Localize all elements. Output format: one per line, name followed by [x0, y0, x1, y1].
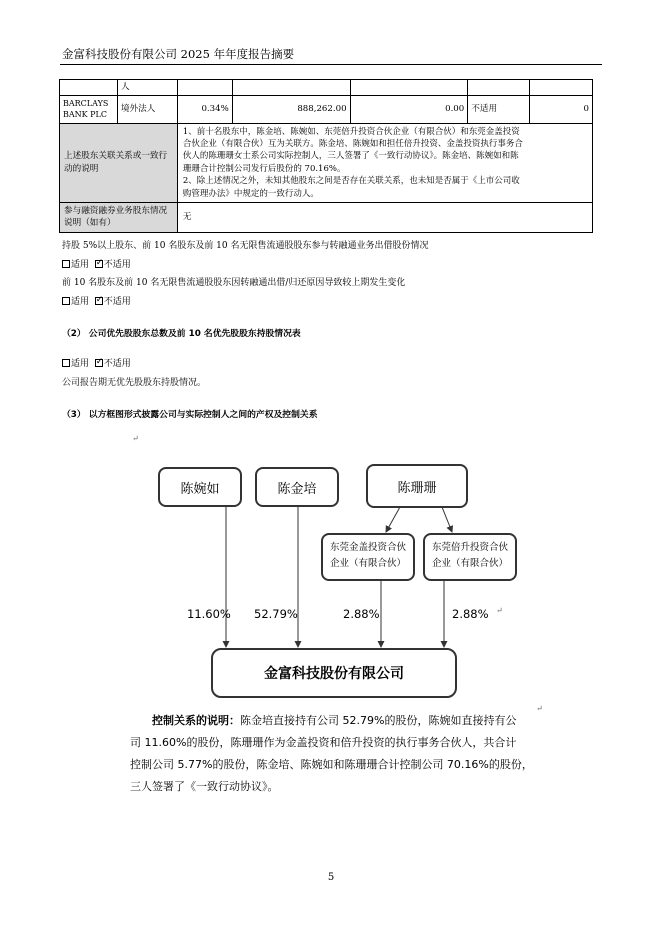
section-3-title: （3） 以方框图形式披露公司与实际控制人之间的产权及控制关系 — [62, 410, 318, 420]
explanation-line: 司 11.60%的股份，陈珊珊作为金盖投资和倍升投资的执行事务合伙人，共合计 — [130, 736, 517, 749]
company-label: 金富科技股份有限公司 — [264, 666, 404, 682]
paragraph-mark-icon: ↵ — [132, 434, 139, 443]
not-applicable-label: 不适用 — [103, 359, 131, 369]
not-applicable-label: 不适用 — [103, 260, 131, 270]
explanation-label: 控制关系的说明： — [152, 714, 240, 727]
relation-line: 伙人的陈珊珊女士系公司实际控制人，三人签署了《一致行动协议》。陈金培、陈婉如和陈 — [182, 151, 519, 162]
holder-shares-cell: 888,262.00 — [232, 95, 350, 123]
relation-line: 合伙企业（有限合伙）互为关联方。陈金培、陈婉如和担任倍升投资、金盖投资执行事务合 — [182, 138, 523, 149]
explanation-text: 陈金培直接持有公司 52.79%的股份，陈婉如直接持有公 — [240, 714, 517, 727]
control-explanation — [130, 710, 533, 798]
relation-line: 购管理办法》中规定的一致行动人。 — [182, 188, 319, 199]
paragraph-mark-icon: ↵ — [536, 704, 543, 713]
person-label: 陈珊珊 — [397, 481, 437, 496]
arrow-chen-shanshan-to-beisheng — [442, 507, 452, 532]
entity-label-line: 东莞金盖投资合伙 — [329, 542, 406, 553]
entity-label-line: 企业（有限合伙） — [431, 558, 508, 569]
relation-label-cell: 上述股东关联关系或一致行动的说明 — [60, 123, 178, 202]
relation-line: 2、除上述情况之外，未知其他股东之间是否存在关联关系，也未知是否属于《上市公司收 — [182, 176, 520, 187]
relation-line: 珊珊合计控制公司发行后股份的 70.16%。 — [182, 163, 346, 174]
applicable-label: 适用 — [71, 359, 90, 369]
person-label: 陈金培 — [277, 482, 317, 497]
entity-label-line: 企业（有限合伙） — [329, 558, 406, 569]
stake-pct-chen-jinpei: 52.79% — [254, 607, 298, 621]
pref-none-text: 公司报告期无优先股股东持股情况。 — [62, 378, 207, 388]
paragraph-mark-icon: ↵ — [496, 606, 503, 615]
page-number: 5 — [327, 872, 335, 883]
section-2-title: （2） 公司优先股股东总数及前 10 名优先股股东持股情况表 — [62, 329, 301, 339]
holder-type-cell: 境外法人 — [117, 95, 177, 123]
not-applicable-label: 不适用 — [103, 297, 131, 307]
table-cell: 人 — [117, 80, 177, 96]
arrow-chen-shanshan-to-jingai — [386, 507, 400, 532]
margin-value-cell: 无 — [177, 202, 592, 232]
explanation-line: 三人签署了《一致行动协议》。 — [130, 780, 279, 793]
relation-line: 1、前十名股东中，陈金培、陈婉如、东莞倍升投资合伙企业（有限合伙）和东莞金盖投资 — [182, 126, 520, 137]
entity-label-jingai — [322, 540, 414, 572]
explanation-line — [130, 710, 530, 732]
lending-title: 持股 5%以上股东、前 10 名股东及前 10 名无限售流通股股东参与转融通业务出借股份情况 — [62, 241, 429, 251]
stake-pct-beisheng: 2.88% — [452, 607, 489, 621]
person-label: 陈婉如 — [180, 482, 220, 497]
holder-restricted-cell: 0.00 — [350, 95, 468, 123]
applicable-label: 适用 — [71, 260, 90, 270]
holder-pledge-status-cell: 不适用 — [468, 95, 530, 123]
applicable-label: 适用 — [71, 297, 90, 307]
change-title: 前 10 名股东及前 10 名无限售流通股股东因转融通出借/归还原因导致较上期发生变化 — [62, 278, 406, 288]
stake-pct-jingai: 2.88% — [343, 607, 380, 621]
margin-label-cell: 参与融资融券业务股东情况说明（如有） — [60, 202, 178, 232]
stake-pct-chen-wanru: 11.60% — [187, 607, 231, 621]
report-header-title: 金富科技股份有限公司 2025 年年度报告摘要 — [62, 47, 295, 61]
entity-label-beisheng — [424, 540, 516, 572]
holder-pledge-count-cell: 0 — [530, 95, 593, 123]
holder-name-cell: BARCLAYS BANK PLC — [60, 95, 118, 123]
holder-ratio-cell: 0.34% — [177, 95, 232, 123]
explanation-line: 控制公司 5.77%的股份，陈金培、陈婉如和陈珊珊合计控制公司 70.16%的股份， — [130, 758, 533, 771]
entity-label-line: 东莞倍升投资合伙 — [431, 542, 508, 553]
